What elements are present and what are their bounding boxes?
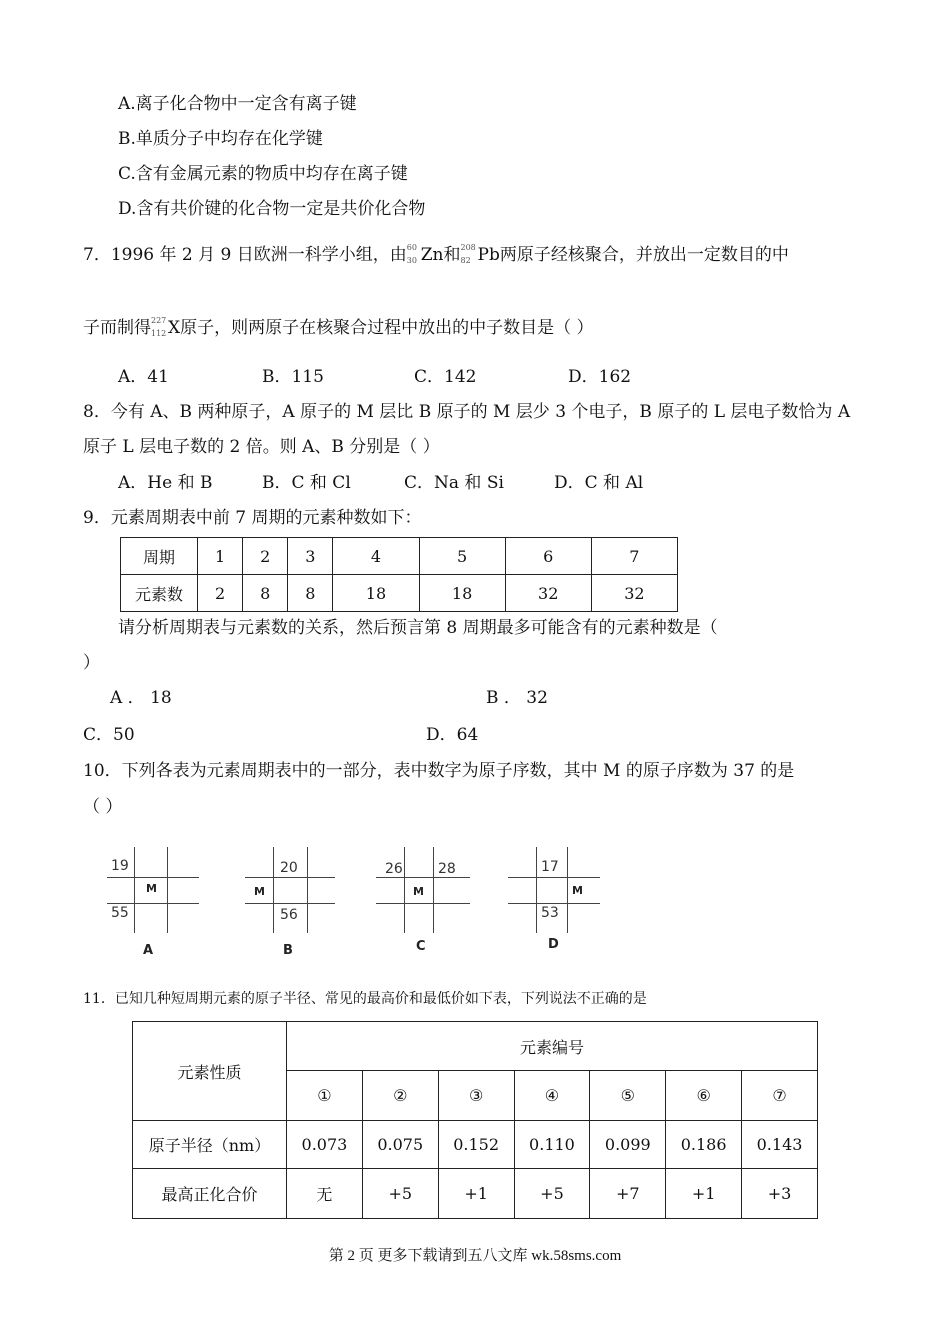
q11-cell: +1 [666, 1169, 742, 1219]
q9-option-a: A ． 18 [110, 688, 172, 708]
fragment-c [376, 847, 476, 957]
pb-atomic-number: 82 [460, 255, 471, 265]
q9-option-b: B ． 32 [486, 688, 548, 708]
q11-cell: +1 [438, 1169, 514, 1219]
q9-cell: 32 [505, 575, 591, 612]
zn-atomic-number: 30 [406, 255, 417, 265]
q7-text-3: 两原子经核聚合，并放出一定数目的中 [499, 245, 789, 265]
q7-line-2 [83, 316, 594, 340]
q9-cell: 4 [333, 538, 419, 575]
q11-element-table [132, 1021, 818, 1219]
fragment-a [107, 847, 207, 957]
q11-cell: ⑥ [666, 1071, 742, 1121]
q9-cell: 8 [243, 575, 288, 612]
q11-radius-row [133, 1121, 818, 1169]
q8-line-1: 8．今有 A、B 两种原子，A 原子的 M 层比 B 原子的 M 层少 3 个电子，B 原子的 L 层电子数恰为 A [83, 402, 851, 422]
q11-cell: ③ [438, 1071, 514, 1121]
q8-option-a: A．He 和 B [118, 473, 213, 493]
q11-cell: +7 [590, 1169, 666, 1219]
q11-prop-header: 元素性质 [133, 1022, 287, 1121]
q9-line-3: ） [83, 653, 100, 673]
zn-mass-number: 60 [406, 242, 417, 252]
q9-stem: 9．元素周期表中前 7 周期的元素种数如下： [83, 508, 422, 528]
q9-cell: 2 [198, 575, 243, 612]
x-symbol: X [168, 318, 181, 338]
q11-valence-row [133, 1169, 818, 1219]
q11-cell: +5 [362, 1169, 438, 1219]
q11-cell: 无 [287, 1169, 363, 1219]
q9-option-d: D．64 [426, 725, 479, 745]
q9-table-data-row [121, 575, 678, 612]
fragment-c-m: M [413, 885, 424, 898]
x-mass-number: 227 [151, 315, 167, 325]
q11-cell: +5 [514, 1169, 590, 1219]
fragment-b-m: M [254, 885, 265, 898]
page-footer: 第 2 页 更多下载请到五八文库 wk.58sms.com [328, 1248, 622, 1264]
grid-line [536, 847, 537, 933]
q11-cell: 0.152 [438, 1121, 514, 1169]
q6-option-a: A.离子化合物中一定含有离子键 [118, 94, 357, 114]
fragment-d-label: D [548, 937, 559, 952]
grid-line [167, 847, 168, 933]
q7-option-b: B．115 [262, 367, 324, 387]
q6-option-c: C.含有金属元素的物质中均存在离子键 [118, 164, 408, 184]
q11-cell: ⑤ [590, 1071, 666, 1121]
q9-table-header-row [121, 538, 678, 575]
grid-line [273, 847, 274, 933]
q9-cell: 8 [288, 575, 333, 612]
fragment-b-label: B [283, 943, 293, 958]
q7-text-2: 和 [443, 245, 461, 265]
q9-cell: 元素数 [121, 575, 198, 612]
pb-symbol: Pb [477, 245, 500, 265]
grid-line [508, 877, 600, 878]
fragment-c-right-number: 28 [438, 861, 456, 877]
q8-option-c: C．Na 和 Si [404, 473, 504, 493]
pb-mass-number: 208 [460, 242, 476, 252]
grid-line [376, 903, 470, 904]
q11-stem: 11．已知几种短周期元素的原子半径、常见的最高价和最低价如下表，下列说法不正确的是 [83, 991, 647, 1007]
q11-valence-label: 最高正化合价 [133, 1169, 287, 1219]
fragment-d [508, 847, 608, 957]
q9-option-c: C．50 [83, 725, 135, 745]
q7-text-4: 子而制得 [83, 318, 151, 338]
grid-line [567, 847, 568, 933]
q11-cell: ② [362, 1071, 438, 1121]
fragment-d-m: M [572, 884, 583, 897]
q11-cell: 0.186 [666, 1121, 742, 1169]
grid-line [134, 847, 135, 933]
q9-cell: 3 [288, 538, 333, 575]
q11-cell: ④ [514, 1071, 590, 1121]
q9-cell: 5 [419, 538, 505, 575]
q9-line-2: 请分析周期表与元素数的关系，然后预言第 8 周期最多可能含有的元素种数是（ [118, 618, 718, 638]
q6-option-b: B.单质分子中均存在化学键 [118, 129, 323, 149]
x-atomic-number: 112 [151, 328, 167, 338]
q9-period-table [120, 537, 678, 612]
fragment-c-left-number: 26 [385, 861, 403, 877]
grid-line [107, 877, 199, 878]
grid-line [376, 877, 470, 878]
q7-text-5: 原子，则两原子在核聚合过程中放出的中子数目是（ ） [180, 318, 594, 338]
q11-cell: ⑦ [742, 1071, 818, 1121]
q11-cell: +3 [742, 1169, 818, 1219]
grid-line [107, 903, 199, 904]
q11-cell: 0.073 [287, 1121, 363, 1169]
q11-cell: ① [287, 1071, 363, 1121]
fragment-a-m: M [146, 882, 157, 895]
grid-line [245, 877, 335, 878]
grid-line [404, 847, 405, 933]
q10-line-2: （ ） [83, 797, 123, 817]
q10-line-1: 10．下列各表为元素周期表中的一部分，表中数字为原子序数，其中 M 的原子序数为 37 的是 [83, 761, 795, 781]
q7-option-d: D．162 [568, 367, 632, 387]
zn-nuclide-notation [406, 242, 421, 267]
pb-nuclide-notation [460, 242, 478, 267]
q9-cell: 周期 [121, 538, 198, 575]
q8-line-2: 原子 L 层电子数的 2 倍。则 A、B 分别是（ ） [83, 437, 440, 457]
fragment-b [245, 847, 345, 957]
q11-radius-label: 原子半径（nm） [133, 1121, 287, 1169]
q11-cell: 0.110 [514, 1121, 590, 1169]
q7-line-1 [83, 243, 789, 267]
q9-cell: 32 [591, 575, 677, 612]
q9-cell: 18 [419, 575, 505, 612]
zn-symbol: Zn [420, 245, 444, 265]
q9-cell: 6 [505, 538, 591, 575]
fragment-a-label: A [143, 943, 154, 958]
fragment-a-top-number: 19 [111, 858, 129, 874]
q9-cell: 2 [243, 538, 288, 575]
q9-cell: 7 [591, 538, 677, 575]
grid-line [433, 847, 434, 933]
q8-option-b: B．C 和 Cl [262, 473, 351, 493]
q9-cell: 1 [198, 538, 243, 575]
q11-header-row [133, 1022, 818, 1071]
q11-cell: 0.143 [742, 1121, 818, 1169]
fragment-b-top-number: 20 [280, 860, 298, 876]
grid-line [508, 903, 600, 904]
q7-option-a: A．41 [118, 367, 169, 387]
fragment-a-bottom-number: 55 [111, 905, 129, 921]
q11-cell: 0.075 [362, 1121, 438, 1169]
grid-line [245, 903, 335, 904]
q9-cell: 18 [333, 575, 419, 612]
fragment-d-bottom-number: 53 [541, 905, 559, 921]
q11-cell: 0.099 [590, 1121, 666, 1169]
fragment-d-top-number: 17 [541, 859, 559, 875]
fragment-b-bottom-number: 56 [280, 907, 298, 923]
q11-num-header: 元素编号 [287, 1022, 818, 1071]
q7-text-1: 7．1996 年 2 月 9 日欧洲一科学小组，由 [83, 245, 407, 265]
fragment-c-label: C [416, 939, 426, 954]
q7-option-c: C．142 [414, 367, 477, 387]
x-nuclide-notation [151, 315, 168, 340]
grid-line [307, 847, 308, 933]
q6-option-d: D.含有共价键的化合物一定是共价化合物 [118, 199, 426, 219]
q8-option-d: D．C 和 Al [554, 473, 644, 493]
